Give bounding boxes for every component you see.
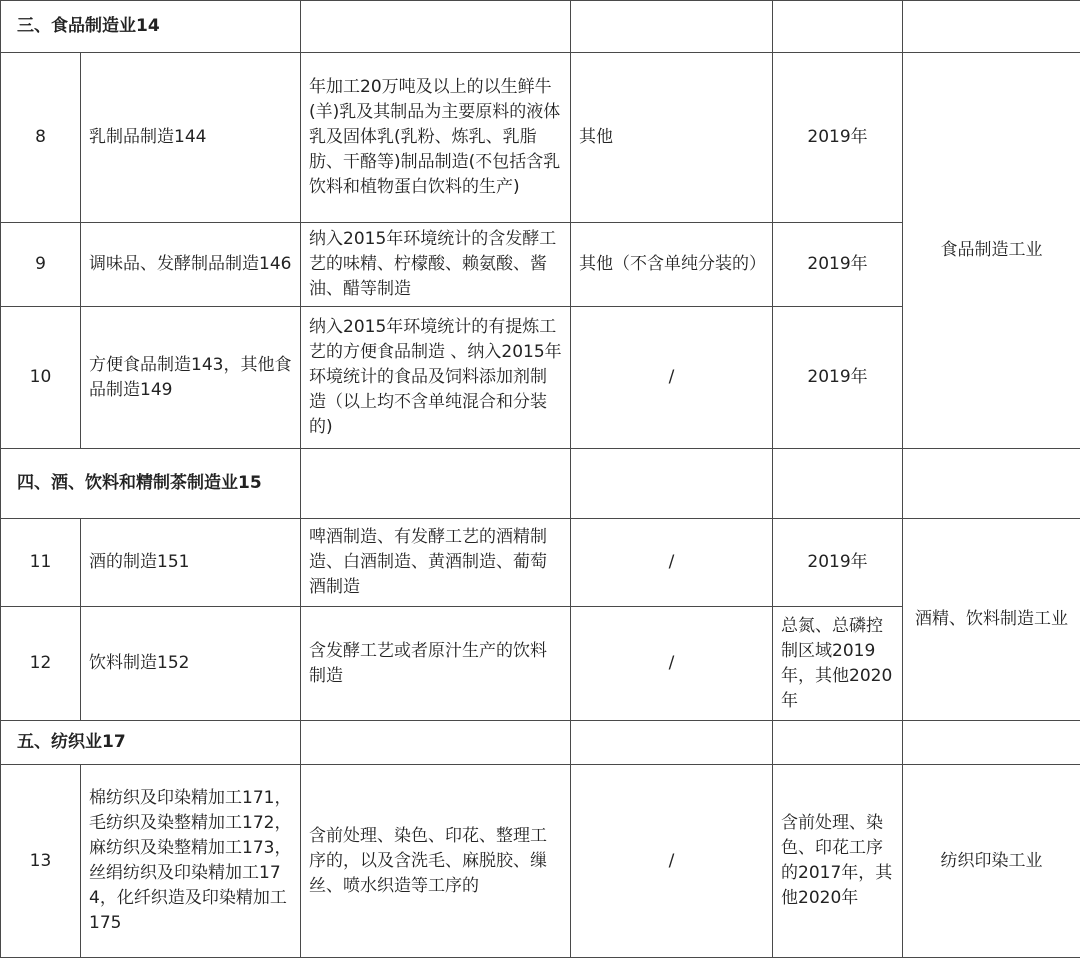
industry-category: 棉纺织及印染精加工171，毛纺织及染整精加工172，麻纺织及染整精加工173，丝绢纺织及印染精加工174，化纤织造及印染精加工175 <box>81 765 301 958</box>
row-number: 9 <box>1 223 81 307</box>
table-row <box>1 519 1080 607</box>
empty-cell <box>301 449 571 519</box>
key-management-scope: 含发酵工艺或者原汁生产的饮料制造 <box>301 607 571 721</box>
implementation-year: 总氮、总磷控制区域2019年，其他2020年 <box>773 607 903 721</box>
empty-cell <box>301 721 571 765</box>
simplified-management-scope: 其他（不含单纯分装的） <box>571 223 773 307</box>
industry-category: 饮料制造152 <box>81 607 301 721</box>
table-row <box>1 765 1080 958</box>
applicable-standard: 食品制造工业 <box>903 53 1080 449</box>
empty-cell <box>773 721 903 765</box>
industry-category: 方便食品制造143，其他食品制造149 <box>81 307 301 449</box>
key-management-scope: 含前处理、染色、印花、整理工序的，以及含洗毛、麻脱胶、缫丝、喷水织造等工序的 <box>301 765 571 958</box>
row-number: 11 <box>1 519 81 607</box>
implementation-year: 含前处理、染色、印花工序的2017年，其他2020年 <box>773 765 903 958</box>
empty-cell <box>903 721 1080 765</box>
key-management-scope: 啤酒制造、有发酵工艺的酒精制造、白酒制造、黄酒制造、葡萄酒制造 <box>301 519 571 607</box>
simplified-management-scope: / <box>571 607 773 721</box>
row-number: 13 <box>1 765 81 958</box>
simplified-management-scope: / <box>571 519 773 607</box>
empty-cell <box>571 721 773 765</box>
row-number: 8 <box>1 53 81 223</box>
section-row <box>1 721 1080 765</box>
industry-category: 调味品、发酵制品制造146 <box>81 223 301 307</box>
empty-cell <box>903 449 1080 519</box>
section-title: 五、纺织业17 <box>1 721 301 765</box>
empty-cell <box>773 1 903 53</box>
key-management-scope: 年加工20万吨及以上的以生鲜牛(羊)乳及其制品为主要原料的液体乳及固体乳(乳粉、炼乳、乳脂肪、干酪等)制品制造(不包括含乳饮料和植物蛋白饮料的生产) <box>301 53 571 223</box>
simplified-management-scope: 其他 <box>571 53 773 223</box>
industry-category: 乳制品制造144 <box>81 53 301 223</box>
empty-cell <box>571 1 773 53</box>
simplified-management-scope: / <box>571 765 773 958</box>
implementation-year: 2019年 <box>773 53 903 223</box>
table-row <box>1 53 1080 223</box>
applicable-standard: 纺织印染工业 <box>903 765 1080 958</box>
applicable-standard: 酒精、饮料制造工业 <box>903 519 1080 721</box>
row-number: 10 <box>1 307 81 449</box>
implementation-year: 2019年 <box>773 223 903 307</box>
empty-cell <box>571 449 773 519</box>
empty-cell <box>773 449 903 519</box>
section-row <box>1 449 1080 519</box>
empty-cell <box>301 1 571 53</box>
section-title: 三、食品制造业14 <box>1 1 301 53</box>
implementation-year: 2019年 <box>773 519 903 607</box>
section-row <box>1 1 1080 53</box>
industry-category: 酒的制造151 <box>81 519 301 607</box>
row-number: 12 <box>1 607 81 721</box>
empty-cell <box>903 1 1080 53</box>
key-management-scope: 纳入2015年环境统计的有提炼工艺的方便食品制造 、纳入2015年环境统计的食品及饲料添加剂制造（以上均不含单纯混合和分装的) <box>301 307 571 449</box>
simplified-management-scope: / <box>571 307 773 449</box>
key-management-scope: 纳入2015年环境统计的含发酵工艺的味精、柠檬酸、赖氨酸、酱油、醋等制造 <box>301 223 571 307</box>
section-title: 四、酒、饮料和精制茶制造业15 <box>1 449 301 519</box>
implementation-year: 2019年 <box>773 307 903 449</box>
